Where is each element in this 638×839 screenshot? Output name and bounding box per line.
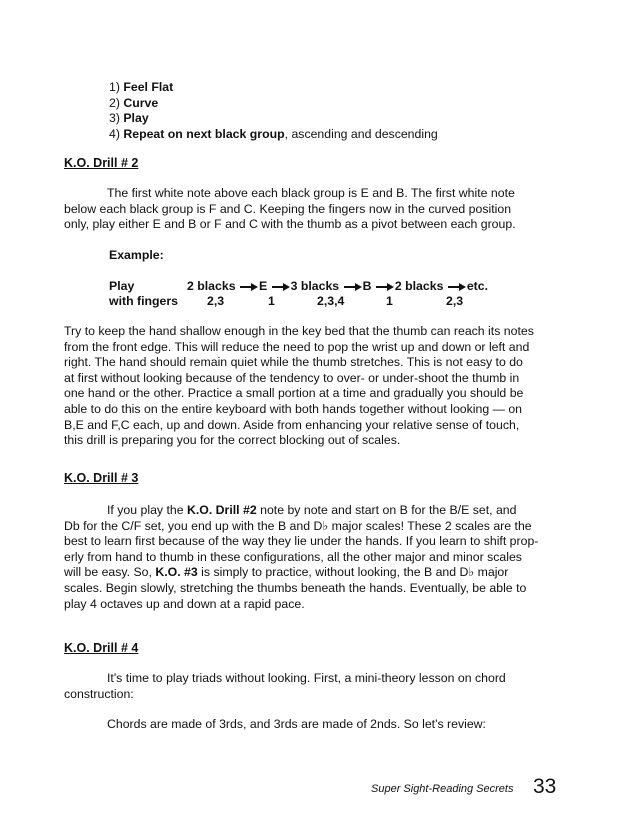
arrow-right-icon bbox=[344, 284, 362, 290]
step-4-tail: , ascending and descending bbox=[284, 127, 438, 141]
arrow-right-icon bbox=[376, 284, 394, 290]
step-3-text: Play bbox=[123, 111, 149, 125]
finger-4: 1 bbox=[386, 294, 393, 308]
step-4: 4) Repeat on next black group, ascending and descending bbox=[109, 127, 438, 141]
seq-b: B bbox=[362, 279, 372, 293]
drill-3-body: If you play the K.O. Drill #2 note by note and start on B for the B/E set, and Db for the C/F set, you end up with the B and D♭ major scales! These 2 scales are the best to learn first because of the way they lie under the hands. If you learn to shift prop- erly from hand to thumb in these configurations, all the other major and minor scales will be easy. So, K.O. #3 is simply to practice, without looking, the B and D♭ major scales. Begin slowly, stretching the thumbs beneath the hands. Eventually, be able to play 4 octaves up and down at a rapid pace. bbox=[64, 503, 539, 611]
seq-3-blacks: 3 blacks bbox=[290, 279, 340, 293]
seq-etc: etc. bbox=[466, 279, 489, 293]
drill-2-body: Try to keep the hand shallow enough in the key bed that the thumb can reach its notes from the front edge. This will reduce the need to pop the wrist up and down or left and right. The hand should remain quiet while the thumb stretches. This is not easy to do at first without looking because of the tendency to over- or under-shoot the thumb in one hand or the other. Practice a small portion at a time and gradually you should be able to do this on the entire keyboard with both hands together without looking — on B,E and F,C each, up and down. Aside from enhancing your relative sense of touch, this drill is preparing you for the correct blocking out of scales. bbox=[64, 324, 534, 448]
step-1-text: Feel Flat bbox=[123, 80, 174, 94]
footer-book-title: Super Sight-Reading Secrets bbox=[371, 783, 514, 795]
page-number: 33 bbox=[533, 775, 557, 798]
arrow-right-icon bbox=[272, 284, 290, 290]
finger-3: 2,3,4 bbox=[317, 294, 345, 308]
arrow-right-icon bbox=[240, 284, 258, 290]
finger-1: 2,3 bbox=[207, 294, 225, 308]
arrow-right-icon bbox=[448, 284, 466, 290]
example-label: Example: bbox=[109, 248, 164, 262]
finger-2: 1 bbox=[268, 294, 275, 308]
drill-4-body: It's time to play triads without looking. First, a mini-theory lesson on chord construction: bbox=[64, 671, 506, 701]
seq-e: E bbox=[258, 279, 268, 293]
example-sequence bbox=[187, 279, 488, 294]
drill-4-review-line: Chords are made of 3rds, and 3rds are made of 2nds. So let's review: bbox=[107, 717, 486, 731]
drill-2-heading: K.O. Drill # 2 bbox=[64, 156, 139, 170]
step-2-text: Curve bbox=[123, 96, 159, 110]
step-3: 3) Play bbox=[109, 111, 149, 125]
step-2: 2) Curve bbox=[109, 96, 159, 110]
step-4-text: Repeat on next black group bbox=[123, 127, 285, 141]
drill-2-reference: K.O. Drill #2 bbox=[186, 503, 257, 517]
drill-3-heading: K.O. Drill # 3 bbox=[64, 471, 139, 485]
drill-2-intro: The first white note above each black group is E and B. The first white note below each black group is F and C. Keeping the fingers now in the curved position only, play either E and B or F and C with the thumb as a pivot between each group. bbox=[64, 186, 516, 232]
example-fingers-label: with fingers bbox=[109, 294, 179, 308]
seq-2-blacks: 2 blacks bbox=[187, 279, 236, 293]
finger-5: 2,3 bbox=[446, 294, 464, 308]
seq-2-blacks-2: 2 blacks bbox=[394, 279, 444, 293]
drill-4-heading: K.O. Drill # 4 bbox=[64, 641, 139, 655]
step-1: 1) Feel Flat bbox=[109, 80, 174, 94]
example-play-label: Play bbox=[109, 279, 135, 293]
drill-3-reference: K.O. #3 bbox=[155, 565, 198, 580]
